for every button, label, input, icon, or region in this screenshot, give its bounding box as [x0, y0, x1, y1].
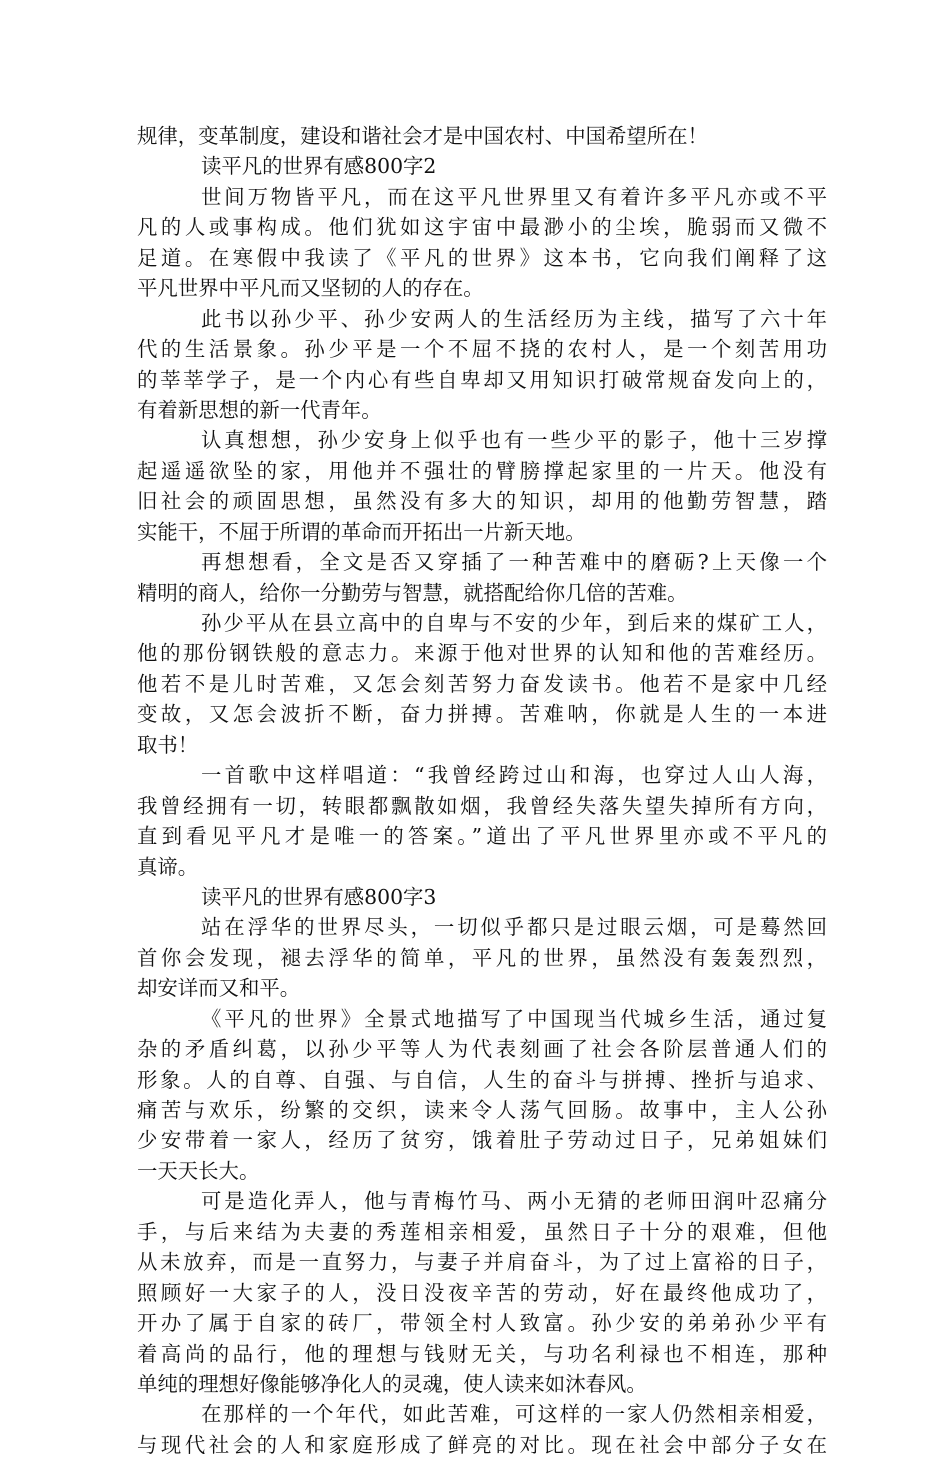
text-line: 规律，变革制度，建设和谐社会才是中国农村、中国希望所在！: [137, 124, 708, 148]
text-line: 真谛。: [137, 854, 199, 879]
text-line: 痛苦与欢乐，纷繁的交织，读来令人荡气回肠。故事中，主人公孙: [137, 1098, 827, 1122]
section-heading: 读平凡的世界有感800字2: [201, 154, 437, 179]
document-body: [137, 121, 827, 1460]
text-line: 代的生活景象。孙少平是一个不屈不挠的农村人，是一个刻苦用功: [137, 337, 827, 362]
text-line: 足道。在寒假中我读了《平凡的世界》这本书，它向我们阐释了这: [137, 245, 827, 270]
text-line: 变故，又怎会波折不断，奋力拼搏。苦难呐，你就是人生的一本进: [137, 702, 827, 727]
text-line: 《平凡的世界》全景式地描写了中国现当代城乡生活，通过复: [201, 1006, 827, 1031]
text-line: 开办了属于自家的砖厂，带领全村人致富。孙少安的弟弟孙少平有: [137, 1311, 827, 1336]
text-line: 旧社会的顽固思想，虽然没有多大的知识，却用的他勤劳智慧，踏: [137, 489, 827, 514]
text-line: 一首歌中这样唱道：“我曾经跨过山和海，也穿过人山人海，: [201, 763, 827, 788]
text-line: 孙少平从在县立高中的自卑与不安的少年，到后来的煤矿工人，: [201, 611, 827, 635]
text-line: 起遥遥欲坠的家，用他并不强壮的臂膀撑起家里的一片天。他没有: [137, 458, 827, 483]
text-line: 我曾经拥有一切，转眼都飘散如烟，我曾经失落失望失掉所有方向，: [137, 793, 827, 818]
text-line: 他的那份钢铁般的意志力。来源于他对世界的认知和他的苦难经历。: [137, 641, 827, 666]
text-line: 精明的商人，给你一分勤劳与智慧，就搭配给你几倍的苦难。: [137, 580, 688, 605]
text-line: 可是造化弄人，他与青梅竹马、两小无猜的老师田润叶忍痛分: [201, 1189, 827, 1214]
text-line: 实能干，不屈于所谓的革命而开拓出一片新天地。: [137, 519, 586, 544]
text-line: 站在浮华的世界尽头，一切似乎都只是过眼云烟，可是蓦然回: [201, 915, 827, 940]
text-line: 此书以孙少平、孙少安两人的生活经历为主线，描写了六十年: [201, 306, 827, 331]
text-line: 首你会发现，褪去浮华的简单，平凡的世界，虽然没有轰轰烈烈，: [137, 945, 827, 970]
text-line: 在那样的一个年代，如此苦难，可这样的一家人仍然相亲相爱，: [201, 1402, 827, 1427]
text-line: 手，与后来结为夫妻的秀莲相亲相爱，虽然日子十分的艰难，但他: [137, 1219, 827, 1244]
text-line: 杂的矛盾纠葛，以孙少平等人为代表刻画了社会各阶层普通人们的: [137, 1037, 827, 1062]
text-line: 认真想想，孙少安身上似乎也有一些少平的影子，他十三岁撑: [201, 428, 827, 453]
text-line: 取书！: [137, 732, 199, 757]
text-line: 直到看见平凡才是唯一的答案。”道出了平凡世界里亦或不平凡的: [137, 824, 827, 849]
text-line: 照顾好一大家子的人，没日没夜辛苦的劳动，好在最终他成功了，: [137, 1280, 827, 1305]
text-line: 着高尚的品行，他的理想与钱财无关，与功名利禄也不相连，那种: [137, 1341, 827, 1366]
text-line: 平凡世界中平凡而又坚韧的人的存在。: [137, 276, 484, 301]
text-line: 从未放弃，而是一直努力，与妻子并肩奋斗，为了过上富裕的日子，: [137, 1250, 827, 1275]
text-line: 单纯的理想好像能够净化人的灵魂，使人读来如沐春风。: [137, 1371, 647, 1396]
section-heading: 读平凡的世界有感800字3: [201, 884, 437, 909]
text-line: 却安详而又和平。: [137, 976, 301, 1001]
text-line: 凡的人或事构成。他们犹如这宇宙中最渺小的尘埃，脆弱而又微不: [137, 215, 827, 240]
text-line: 少安带着一家人，经历了贫穷，饿着肚子劳动过日子，兄弟姐妹们: [137, 1128, 827, 1153]
text-line: 再想想看，全文是否又穿插了一种苦难中的磨砺?上天像一个: [201, 550, 827, 575]
text-line: 有着新思想的新一代青年。: [137, 397, 382, 422]
text-line: 一天天长大。: [137, 1158, 260, 1183]
text-line: 与现代社会的人和家庭形成了鲜亮的对比。现在社会中部分子女在: [137, 1432, 827, 1457]
text-line: 他若不是儿时苦难，又怎会刻苦努力奋发读书。他若不是家中几经: [137, 671, 827, 696]
text-line: 世间万物皆平凡，而在这平凡世界里又有着许多平凡亦或不平: [201, 184, 827, 209]
text-line: 的莘莘学子，是一个内心有些自卑却又用知识打破常规奋发向上的，: [137, 367, 827, 392]
text-line: 形象。人的自尊、自强、与自信，人生的奋斗与拼搏、挫折与追求、: [137, 1067, 827, 1092]
